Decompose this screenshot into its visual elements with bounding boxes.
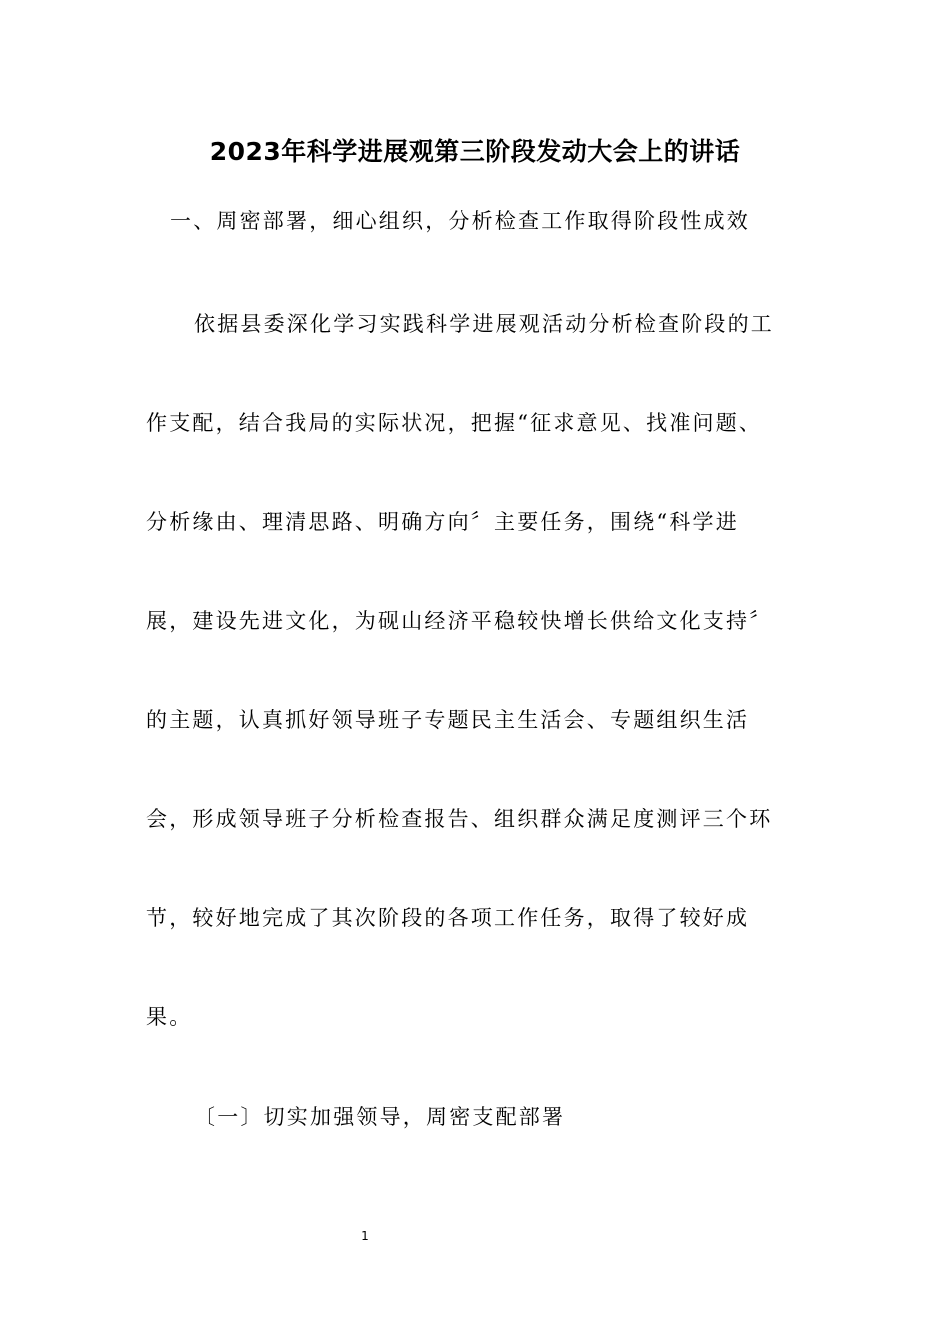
paragraph-line: 分析缘由、理清思路、明确方向〞主要任务，围绕“科学进 bbox=[146, 510, 739, 534]
paragraph-line: 会，形成领导班子分析检查报告、组织群众满足度测评三个环 bbox=[146, 807, 773, 831]
paragraph-line: 的主题，认真抓好领导班子专题民主生活会、专题组织生活 bbox=[146, 708, 750, 732]
paragraph-line: 果。 bbox=[146, 1005, 193, 1029]
paragraph-line: 展，建设先进文化，为砚山经济平稳较快增长供给文化支持〞 bbox=[146, 609, 773, 633]
page-number: 1 bbox=[361, 1229, 369, 1243]
document-title: 2023年科学进展观第三阶段发动大会上的讲话 bbox=[209, 137, 741, 166]
subsection-heading: 〔一〕切实加强领导，周密支配部署 bbox=[194, 1105, 566, 1129]
paragraph-line: 依据县委深化学习实践科学进展观活动分析检查阶段的工 bbox=[194, 312, 774, 336]
section-heading: 一、周密部署，细心组织，分析检查工作取得阶段性成效 bbox=[170, 209, 750, 233]
paragraph-line: 作支配，结合我局的实际状况，把握“征求意见、找准问题、 bbox=[146, 411, 763, 435]
paragraph-line: 节，较好地完成了其次阶段的各项工作任务，取得了较好成 bbox=[146, 906, 750, 930]
